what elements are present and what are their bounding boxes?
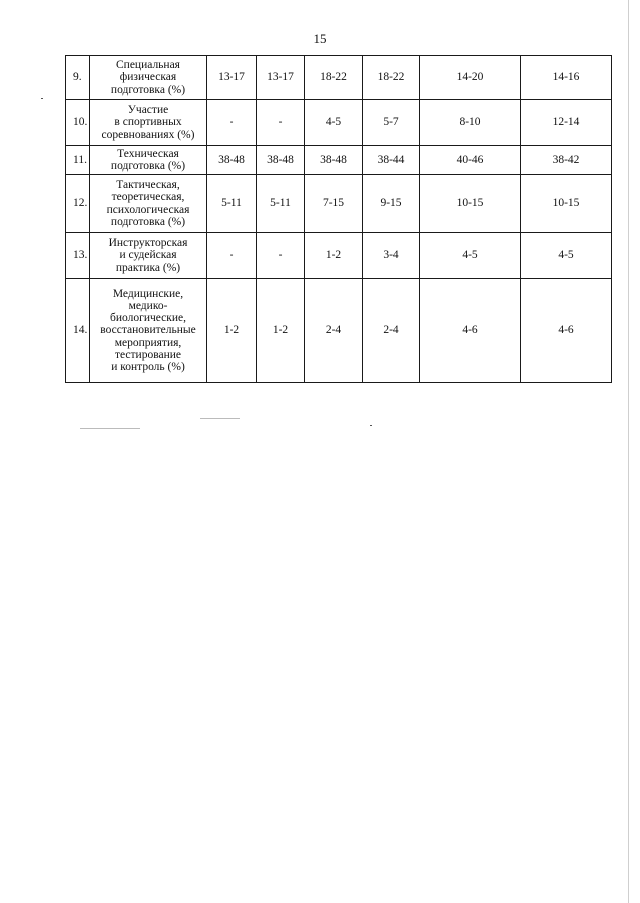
- value-cell: 38-48: [207, 146, 257, 175]
- value-cell: -: [257, 100, 305, 146]
- scan-edge-line: [628, 0, 629, 903]
- value-cell: 5-11: [257, 175, 305, 233]
- row-name: Техническая подготовка (%): [90, 146, 207, 175]
- table-row: [66, 56, 612, 100]
- value-cell: 18-22: [363, 56, 420, 100]
- row-number: 10.: [66, 100, 90, 146]
- value-cell: -: [257, 233, 305, 279]
- value-cell: 3-4: [363, 233, 420, 279]
- value-cell: 5-11: [207, 175, 257, 233]
- value-cell: 4-5: [420, 233, 521, 279]
- value-cell: 14-16: [521, 56, 612, 100]
- row-name: Тактическая, теоретическая, психологическая подготовка (%): [90, 175, 207, 233]
- value-cell: 38-48: [257, 146, 305, 175]
- row-name: Медицинские, медико- биологические, восстановительные мероприятия, тестирование и контроль (%): [90, 279, 207, 383]
- value-cell: 10-15: [521, 175, 612, 233]
- scan-streak: [80, 428, 140, 429]
- row-name: Специальная физическая подготовка (%): [90, 56, 207, 100]
- value-cell: 12-14: [521, 100, 612, 146]
- scan-speck: [41, 98, 43, 99]
- row-number: 12.: [66, 175, 90, 233]
- value-cell: -: [207, 233, 257, 279]
- value-cell: 8-10: [420, 100, 521, 146]
- value-cell: 5-7: [363, 100, 420, 146]
- row-name: Участие в спортивных соревнованиях (%): [90, 100, 207, 146]
- value-cell: 4-6: [420, 279, 521, 383]
- value-cell: 1-2: [305, 233, 363, 279]
- value-cell: 38-44: [363, 146, 420, 175]
- scan-streak: [200, 418, 240, 419]
- training-plan-table: [65, 55, 612, 383]
- value-cell: 40-46: [420, 146, 521, 175]
- value-cell: 13-17: [207, 56, 257, 100]
- table-row: [66, 146, 612, 175]
- table-row: [66, 233, 612, 279]
- value-cell: 10-15: [420, 175, 521, 233]
- row-number: 9.: [66, 56, 90, 100]
- row-number: 13.: [66, 233, 90, 279]
- value-cell: 4-6: [521, 279, 612, 383]
- row-number: 11.: [66, 146, 90, 175]
- value-cell: 2-4: [305, 279, 363, 383]
- value-cell: 38-48: [305, 146, 363, 175]
- table-body: [66, 56, 612, 383]
- value-cell: 1-2: [257, 279, 305, 383]
- value-cell: 14-20: [420, 56, 521, 100]
- value-cell: -: [207, 100, 257, 146]
- row-number: 14.: [66, 279, 90, 383]
- row-name: Инструкторская и судейская практика (%): [90, 233, 207, 279]
- table-row: [66, 279, 612, 383]
- value-cell: 1-2: [207, 279, 257, 383]
- value-cell: 7-15: [305, 175, 363, 233]
- value-cell: 4-5: [305, 100, 363, 146]
- value-cell: 4-5: [521, 233, 612, 279]
- scan-speck: [370, 425, 372, 426]
- value-cell: 13-17: [257, 56, 305, 100]
- value-cell: 18-22: [305, 56, 363, 100]
- page-number: 15: [313, 31, 327, 46]
- value-cell: 38-42: [521, 146, 612, 175]
- table-row: [66, 175, 612, 233]
- value-cell: 2-4: [363, 279, 420, 383]
- value-cell: 9-15: [363, 175, 420, 233]
- table-row: [66, 100, 612, 146]
